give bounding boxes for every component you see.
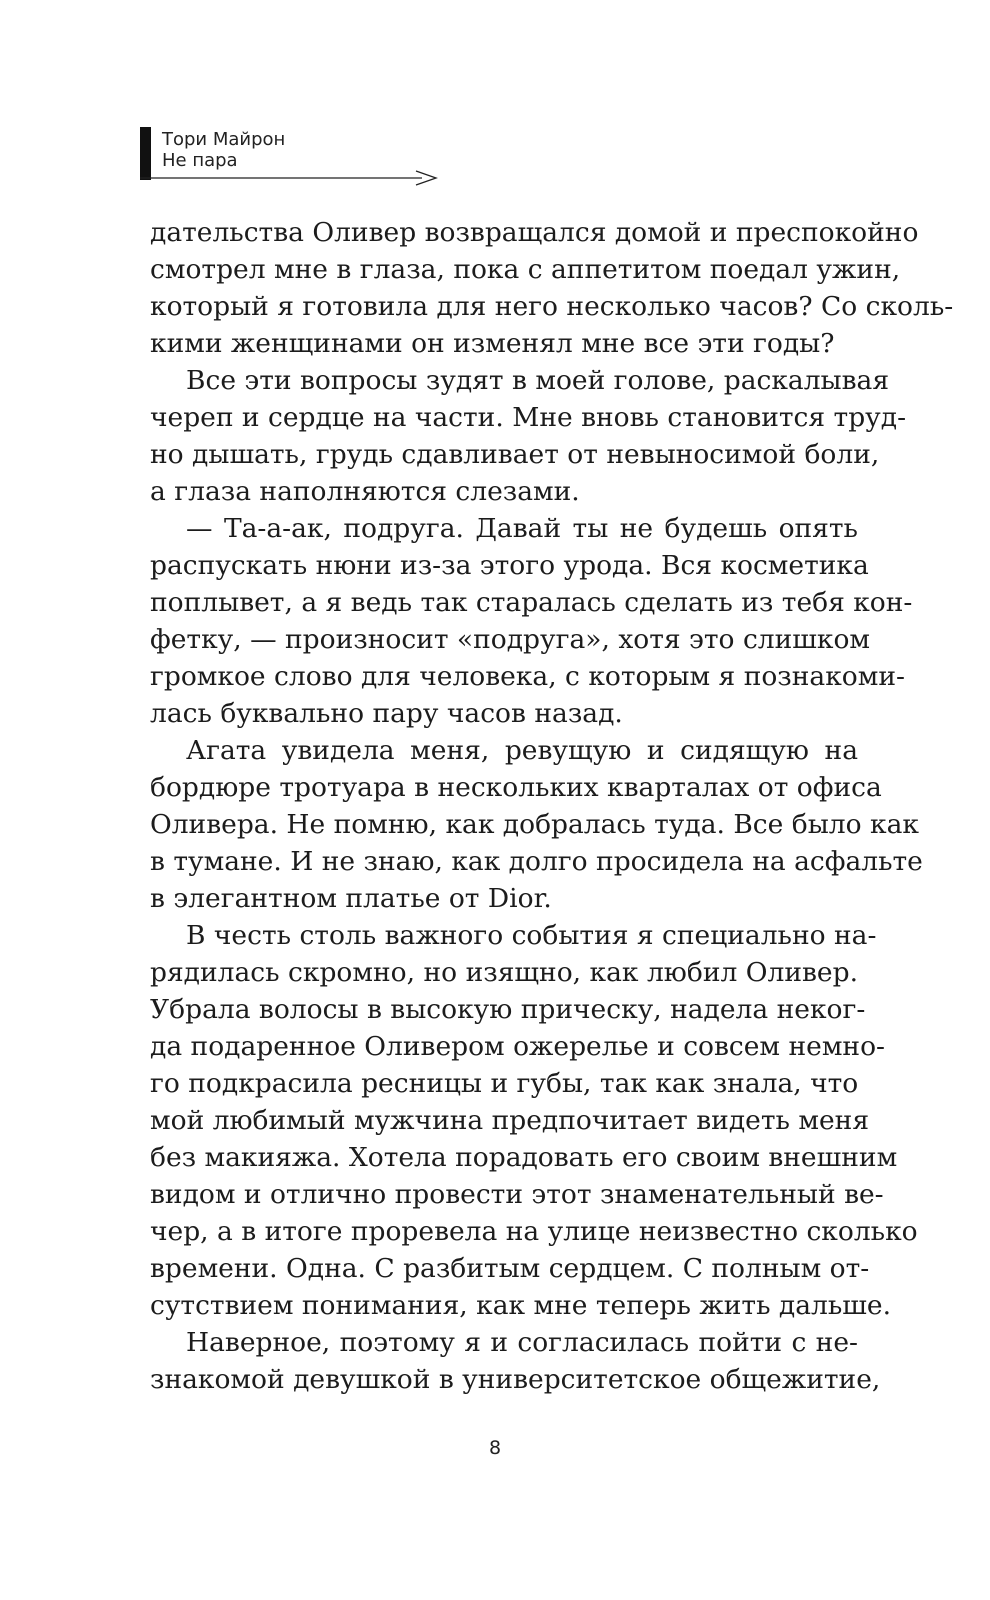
text-line: в элегантном платье от Dior. [150, 883, 552, 914]
text-line: но дышать, грудь сдавливает от невыносимой боли, [150, 439, 880, 470]
text-line: — Та-а-ак, подруга. Давай ты не будешь опять [186, 513, 858, 544]
text-line: Агата увидела меня, ревущую и сидящую на [186, 735, 858, 766]
text-line: знакомой девушкой в университетское общежитие, [150, 1364, 881, 1395]
page-number: 8 [488, 1437, 502, 1459]
text-line: сутствием понимания, как мне теперь жить дальше. [150, 1290, 892, 1321]
text-line: смотрел мне в глаза, пока с аппетитом поедал ужин, [150, 254, 901, 285]
running-head [140, 127, 440, 183]
running-head-title: Не пара [162, 150, 238, 171]
running-head-author: Тори Майрон [162, 129, 286, 150]
text-line: да подаренное Оливером ожерелье и совсем немно- [150, 1031, 885, 1062]
text-line: дательства Оливер возвращался домой и преспокойно [150, 217, 919, 248]
text-line: фетку, — произносит «подруга», хотя это слишком [150, 624, 871, 655]
text-line: который я готовила для него несколько часов? Со сколь- [150, 291, 954, 322]
text-line: распускать нюни из-за этого урода. Вся косметика [150, 550, 869, 581]
text-line: чер, а в итоге проревела на улице неизвестно сколько [150, 1216, 918, 1247]
text-line: лась буквально пару часов назад. [150, 698, 623, 729]
text-line: а глаза наполняются слезами. [150, 476, 580, 507]
text-line: громкое слово для человека, с которым я познакоми- [150, 661, 905, 692]
text-line: без макияжа. Хотела порадовать его своим внешним [150, 1142, 898, 1173]
text-line: Наверное, поэтому я и согласилась пойти с не- [186, 1327, 858, 1358]
text-line: рядилась скромно, но изящно, как любил Оливер. [150, 957, 858, 988]
text-line: в тумане. И не знаю, как долго просидела на асфальте [150, 846, 923, 877]
text-line: бордюре тротуара в нескольких кварталах от офиса [150, 772, 882, 803]
text-line: Все эти вопросы зудят в моей голове, раскалывая [186, 365, 890, 396]
text-line: мой любимый мужчина предпочитает видеть меня [150, 1105, 870, 1136]
running-head-rule [140, 171, 440, 185]
text-line: Оливера. Не помню, как добралась туда. Все было как [150, 809, 919, 840]
text-line: поплывет, а я ведь так старалась сделать из тебя кон- [150, 587, 913, 618]
text-line: видом и отлично провести этот знаменательный ве- [150, 1179, 884, 1210]
text-line: кими женщинами он изменял мне все эти годы? [150, 328, 835, 359]
text-line: В честь столь важного события я специально на- [186, 920, 877, 951]
text-line: череп и сердце на части. Мне вновь становится труд- [150, 402, 907, 433]
text-line: времени. Одна. С разбитым сердцем. С полным от- [150, 1253, 870, 1284]
text-line: Убрала волосы в высокую прическу, надела неког- [150, 994, 866, 1025]
body-text [150, 214, 954, 1398]
text-line: го подкрасила ресницы и губы, так как знала, что [150, 1068, 859, 1099]
